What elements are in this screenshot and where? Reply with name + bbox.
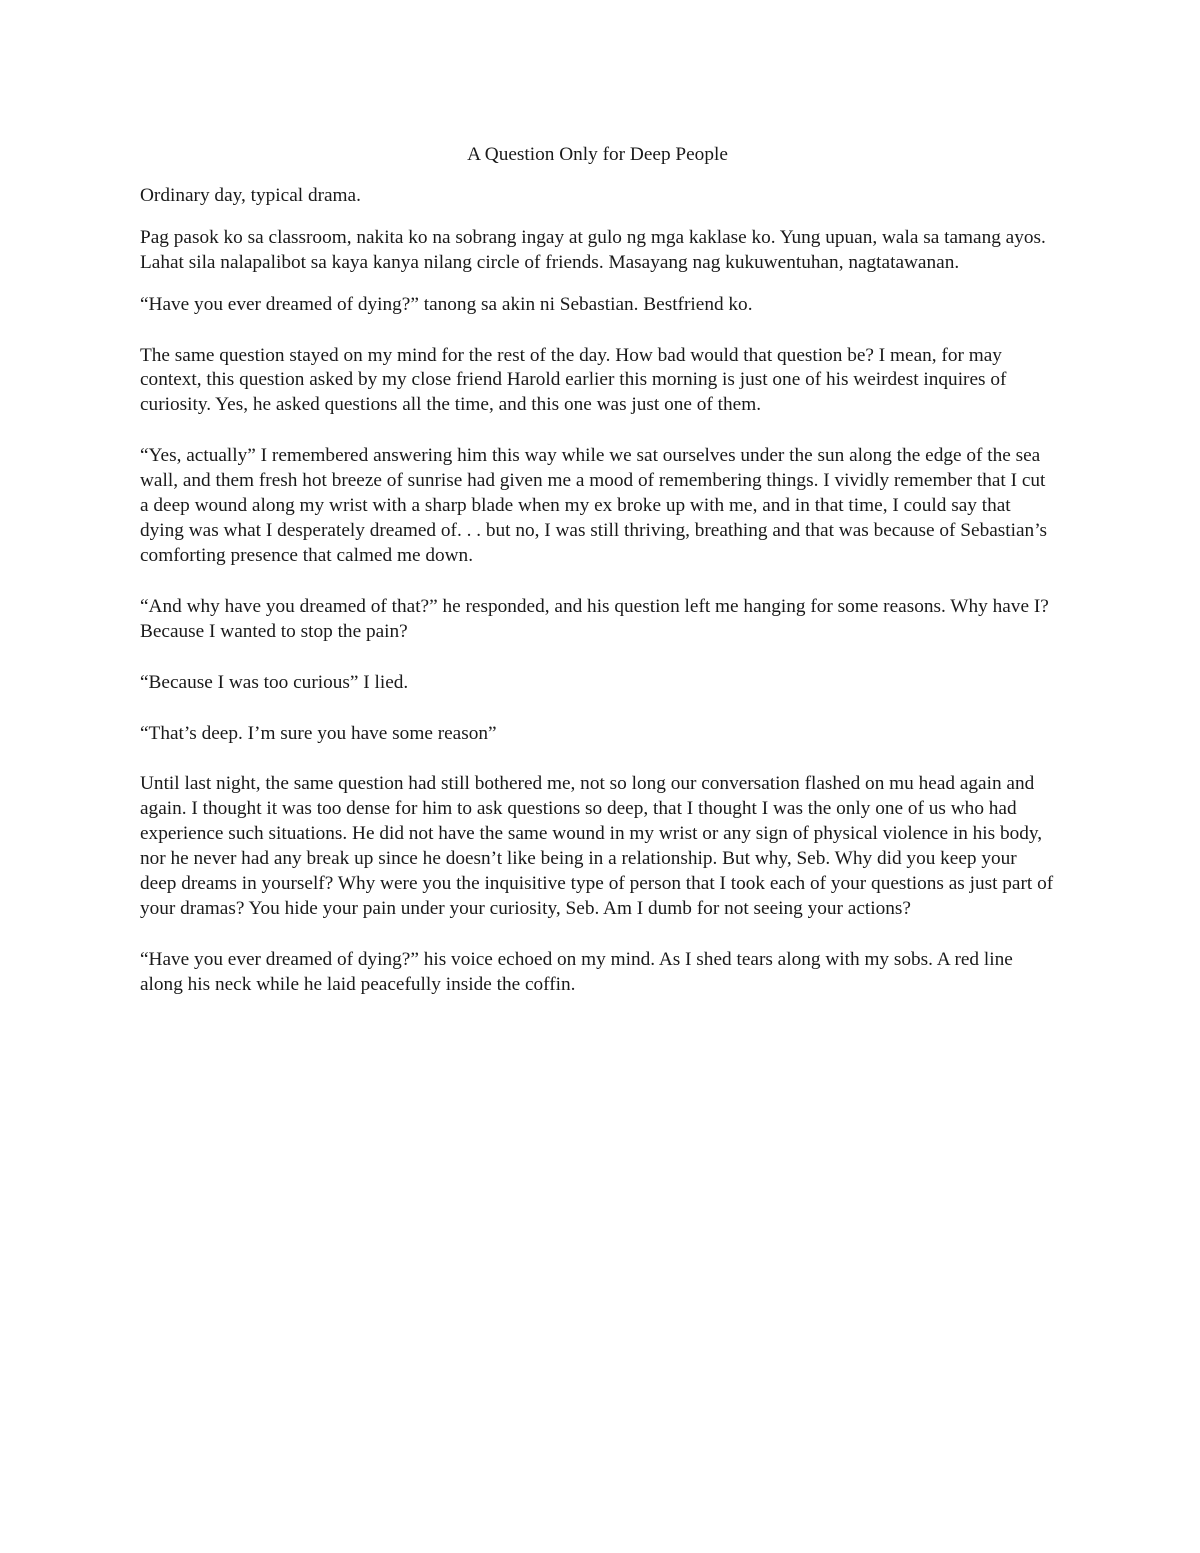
paragraph: “That’s deep. I’m sure you have some reason” [140,722,497,744]
paragraph: “Yes, actually” I remembered answering him this way while we sat ourselves under the sun along the edge of the sea wall, and them fresh hot breeze of sunrise had given me a mood of remembering things. I vividly remember that I cut a deep wound along my wrist with a sharp blade when my ex broke up with me, and in that time, I could say that dying was what I desperately dreamed of. . . but no, I was still thriving, breathing and that was because of Sebastian’s comforting presence that calmed me down. [140,445,1048,566]
paragraph: Ordinary day, typical drama. [140,184,361,206]
paragraph: “Because I was too curious” I lied. [140,671,409,693]
paragraph: The same question stayed on my mind for the rest of the day. How bad would that question be? I mean, for may context, this question asked by my close friend Harold earlier this morning is just one of his weirdest inquires of curiosity. Yes, he asked questions all the time, and this one was just one of them. [140,344,1007,416]
paragraph: “And why have you dreamed of that?” he responded, and his question left me hanging for some reasons. Why have I? Because I wanted to stop the pain? [140,595,1049,642]
paragraph: “Have you ever dreamed of dying?” his voice echoed on my mind. As I shed tears along with my sobs. A red line along his neck while he laid peacefully inside the coffin. [140,948,1013,995]
document-title: A Question Only for Deep People [467,144,728,165]
paragraph: “Have you ever dreamed of dying?” tanong sa akin ni Sebastian. Bestfriend ko. [140,293,753,315]
paragraph: Pag pasok ko sa classroom, nakita ko na sobrang ingay at gulo ng mga kaklase ko. Yung upuan, wala sa tamang ayos. Lahat sila nalapalibot sa kaya kanya nilang circle of friends. Masayang nag kukuwentuhan, nagtatawanan. [140,226,1046,273]
document-body [140,143,1055,1015]
paragraph: Until last night, the same question had still bothered me, not so long our conversation flashed on mu head again and again. I thought it was too dense for him to ask questions so deep, that I thought I was the only one of us who had experience such situations. He did not have the same wound in my wrist or any sign of physical violence in his body, nor he never had any break up since he doesn’t like being in a relationship. But why, Seb. Why did you keep your deep dreams in yourself? Why were you the inquisitive type of person that I took each of your questions as just part of your dramas? You hide your pain under your curiosity, Seb. Am I dumb for not seeing your actions? [140,773,1054,919]
